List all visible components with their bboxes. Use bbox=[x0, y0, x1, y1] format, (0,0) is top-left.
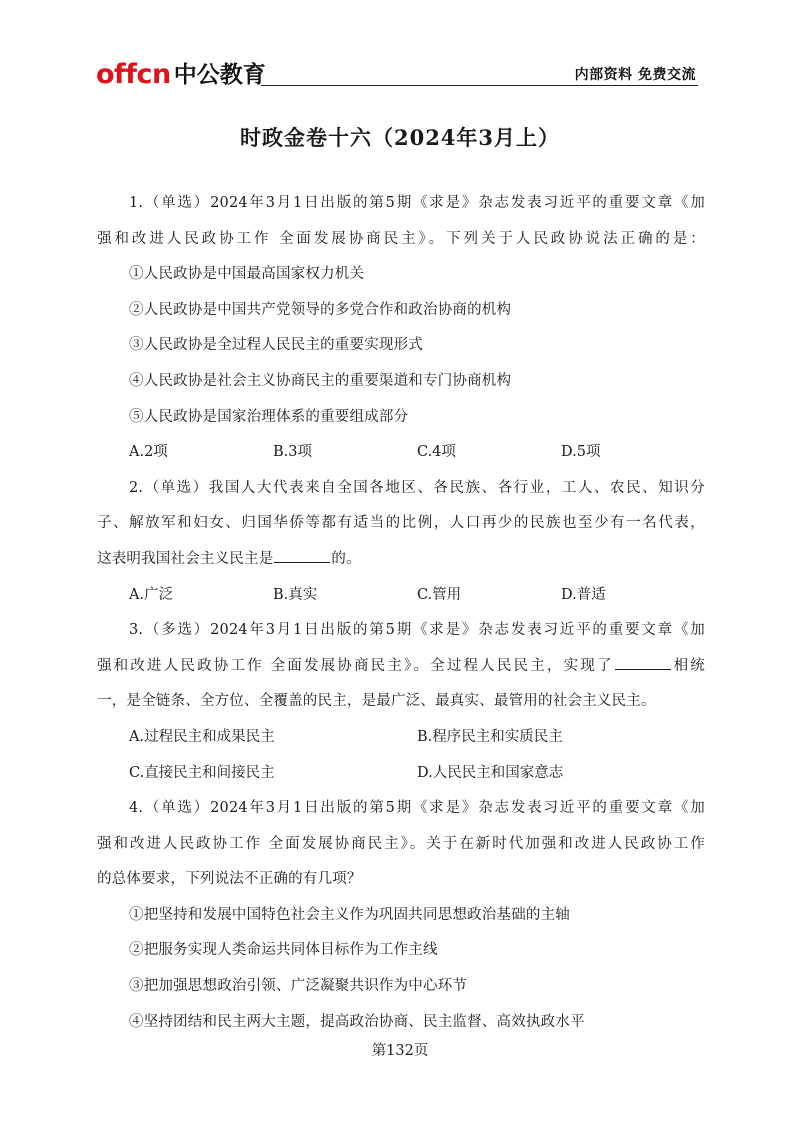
question-3-stem-before-blank: 强和改进人民政协工作 全面发展协商民主》。全过程人民民主，实现了 bbox=[97, 657, 614, 674]
question-3-stem-line: 3.（多选）2024年3月1日出版的第5期《求是》杂志发表习近平的重要文章《加 bbox=[129, 622, 705, 639]
option-d: D.人民民主和国家意志 bbox=[417, 764, 564, 781]
page-title: 时政金卷十六（2024年3月上） bbox=[239, 125, 561, 150]
option-a: A.2项 bbox=[129, 444, 168, 461]
question-1-stem-line: 强和改进人民政协工作 全面发展协商民主》。下列关于人民政协说法正确的是： bbox=[97, 230, 705, 247]
question-4-stem-line: 的总体要求，下列说法不正确的有几项？ bbox=[97, 871, 362, 888]
option-c: C.管用 bbox=[417, 586, 462, 603]
option-d: D.普适 bbox=[561, 586, 606, 603]
page-header bbox=[96, 58, 698, 88]
option-b: B.3项 bbox=[273, 444, 312, 461]
question-3 bbox=[97, 613, 705, 791]
question-2-stem-line-blank bbox=[97, 542, 705, 578]
option-c: C.直接民主和间接民主 bbox=[129, 764, 275, 781]
question-2-stem-line: 子、解放军和妇女、归国华侨等都有适当的比例，人口再少的民族也至少有一名代表， bbox=[97, 515, 705, 532]
question-content bbox=[97, 186, 705, 1040]
question-1-statement: ③人民政协是全过程人民民主的重要实现形式 bbox=[129, 337, 423, 354]
option-a: A.过程民主和成果民主 bbox=[129, 728, 275, 745]
offcn-logo bbox=[96, 58, 266, 88]
answer-blank bbox=[274, 548, 330, 563]
option-c: C.4项 bbox=[417, 444, 456, 461]
answer-blank bbox=[615, 655, 671, 670]
question-4-stem-line: 4.（单选）2024年3月1日出版的第5期《求是》杂志发表习近平的重要文章《加 bbox=[129, 800, 705, 817]
question-1-options bbox=[97, 435, 705, 471]
question-1-statement: ④人民政协是社会主义协商民主的重要渠道和专门协商机构 bbox=[129, 372, 512, 389]
header-rule bbox=[261, 85, 698, 86]
question-1-statement: ②人民政协是中国共产党领导的多党合作和政治协商的机构 bbox=[129, 301, 512, 318]
page-number: 第132页 bbox=[371, 1043, 429, 1059]
header-notice: 内部资料 免费交流 bbox=[574, 67, 696, 83]
question-1-stem-line: 1.（单选）2024年3月1日出版的第5期《求是》杂志发表习近平的重要文章《加 bbox=[129, 195, 705, 211]
option-b: B.真实 bbox=[273, 586, 318, 603]
question-3-stem-line-blank bbox=[97, 649, 705, 685]
question-1 bbox=[97, 186, 705, 471]
question-3-stem-line: 一，是全链条、全方位、全覆盖的民主，是最广泛、最真实、最管用的社会主义民主。 bbox=[97, 693, 656, 710]
question-4-statement: ③把加强思想政治引领、广泛凝聚共识作为中心环节 bbox=[129, 978, 468, 995]
logo-chinese-text: 中公教育 bbox=[173, 62, 266, 88]
question-4-statement: ④坚持团结和民主两大主题，提高政治协商、民主监督、高效执政水平 bbox=[129, 1013, 585, 1030]
question-3-options-row-1 bbox=[97, 720, 705, 756]
question-4 bbox=[97, 791, 705, 1040]
question-2-options bbox=[97, 578, 705, 614]
question-2-stem-line: 2.（单选）我国人大代表来自全国各地区、各民族、各行业，工人、农民、知识分 bbox=[129, 479, 705, 496]
question-2-stem-after-blank: 的。 bbox=[331, 550, 361, 567]
question-4-stem-line: 强和改进人民政协工作 全面发展协商民主》。关于在新时代加强和改进人民政协工作 bbox=[97, 835, 705, 852]
option-d: D.5项 bbox=[561, 444, 601, 461]
option-a: A.广泛 bbox=[129, 586, 174, 603]
question-1-statement: ①人民政协是中国最高国家权力机关 bbox=[129, 266, 365, 283]
question-4-statement: ②把服务实现人类命运共同体目标作为工作主线 bbox=[129, 942, 438, 959]
option-b: B.程序民主和实质民主 bbox=[417, 728, 563, 745]
question-2-stem-before-blank: 这表明我国社会主义民主是 bbox=[97, 550, 274, 567]
question-2 bbox=[97, 471, 705, 613]
question-3-options-row-2 bbox=[97, 756, 705, 792]
question-4-statement: ①把坚持和发展中国特色社会主义作为巩固共同思想政治基础的主轴 bbox=[129, 906, 570, 923]
question-3-stem-after-blank: 相统 bbox=[671, 657, 705, 674]
logo-latin-text: offcn bbox=[96, 59, 171, 90]
question-1-statement: ⑤人民政协是国家治理体系的重要组成部分 bbox=[129, 408, 409, 425]
